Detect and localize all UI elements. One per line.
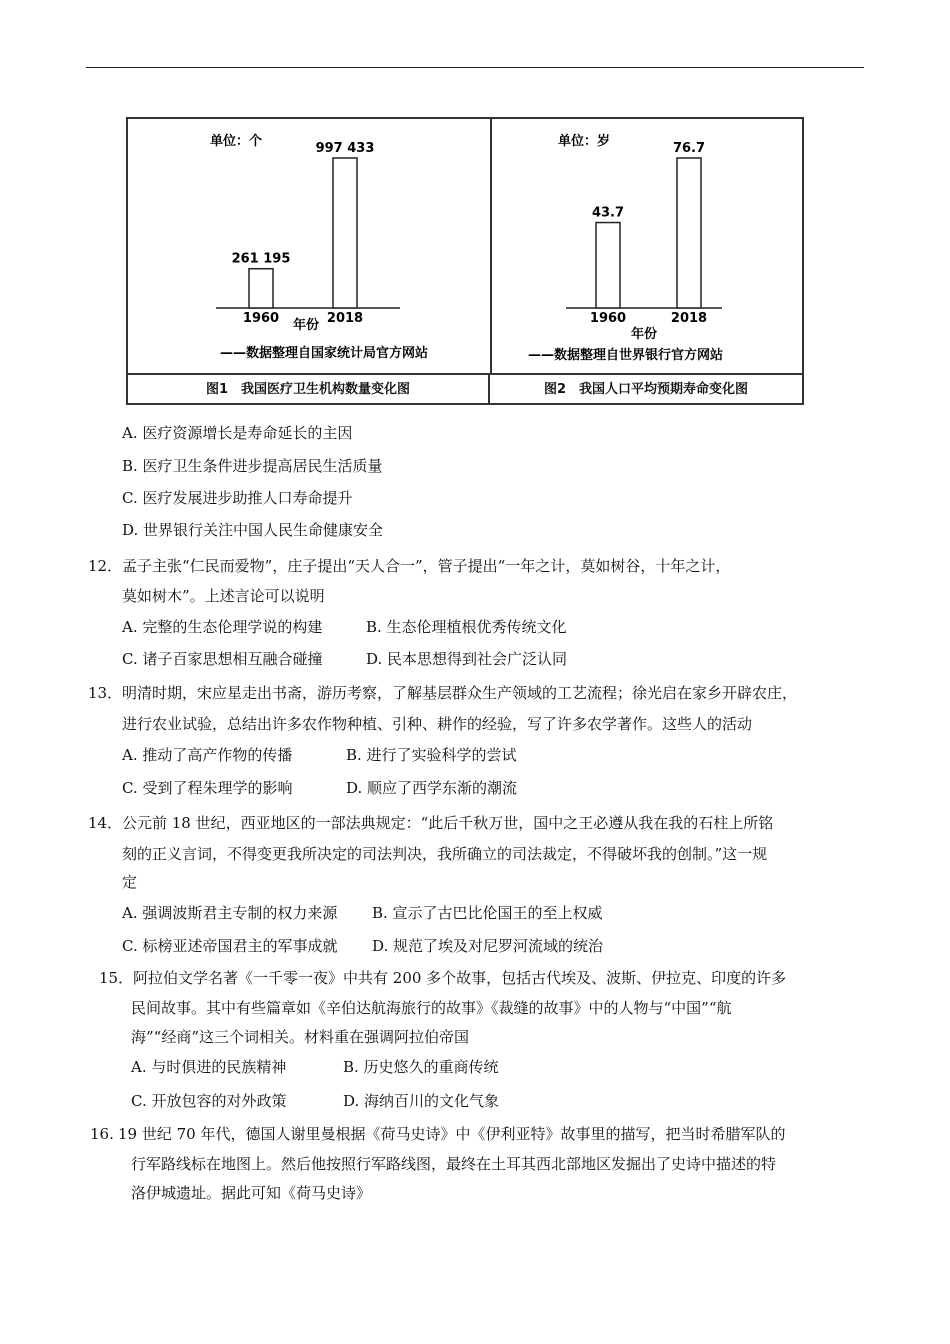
q13-option-a[interactable]: A. 推动了高产作物的传播 xyxy=(122,746,293,764)
q16-stem-line-3: 洛伊城遗址。据此可知《荷马史诗》 xyxy=(131,1184,372,1202)
q14-option-d[interactable]: D. 规范了埃及对尼罗河流域的统治 xyxy=(372,937,604,955)
q15-option-c[interactable]: C. 开放包容的对外政策 xyxy=(131,1092,287,1110)
q12-option-d[interactable]: D. 民本思想得到社会广泛认同 xyxy=(366,650,568,668)
q15-option-b[interactable]: B. 历史悠久的重商传统 xyxy=(343,1058,499,1076)
q12-number: 12． xyxy=(88,557,123,575)
q12-option-c[interactable]: C. 诸子百家思想相互融合碰撞 xyxy=(122,650,323,668)
fig1-source: ——数据整理自国家统计局官方网站 xyxy=(220,346,429,361)
figure-2-svg xyxy=(490,119,800,373)
q15-stem-line-3: 海”“经商”这三个词相关。材料重在强调阿拉伯帝国 xyxy=(131,1028,470,1046)
q14-option-b[interactable]: B. 宣示了古巴比伦国王的至上权威 xyxy=(372,904,603,922)
q13-stem-line-2: 进行农业试验，总结出许多农作物种植、引种、耕作的经验，写了许多农学著作。这些人的活动 xyxy=(122,715,753,733)
fig2-value-label-1960: 43.7 xyxy=(591,205,625,221)
fig2-unit: 单位：岁 xyxy=(558,134,611,149)
fig1-bar-1960 xyxy=(249,269,273,308)
q14-stem-line-2: 刻的正义言词，不得变更我所决定的司法判决，我所确立的司法裁定，不得破坏我的创制。”这一规 xyxy=(122,845,768,863)
fig2-category-label-2018: 2018 xyxy=(670,311,708,326)
q16-stem-line-1: 19 世纪 70 年代，德国人谢里曼根据《荷马史诗》中《伊利亚特》故事里的描写，把当时希腊军队的 xyxy=(118,1125,786,1143)
fig2-value-label-2018: 76.7 xyxy=(672,141,706,156)
q15-stem-line-1: 阿拉伯文学名著《一千零一夜》中共有 200 多个故事，包括古代埃及、波斯、伊拉克、印度的许多 xyxy=(133,969,787,987)
fig1-unit: 单位：个 xyxy=(210,134,263,149)
fig1-value-label-2018: 997 433 xyxy=(315,141,375,156)
figure-2-chart xyxy=(490,119,802,373)
figure-block xyxy=(126,117,804,405)
q15-number: 15． xyxy=(99,969,134,987)
fig2-source: ——数据整理自世界银行官方网站 xyxy=(528,348,724,363)
fig2-bar-2018 xyxy=(677,158,701,308)
q13-option-d[interactable]: D. 顺应了西学东渐的潮流 xyxy=(346,779,518,797)
q11-option-b[interactable]: B. 医疗卫生条件进步提高居民生活质量 xyxy=(122,457,383,475)
q15-option-d[interactable]: D. 海纳百川的文化气象 xyxy=(343,1092,500,1110)
header-rule xyxy=(86,67,864,68)
q16-number: 16. xyxy=(90,1125,114,1143)
q14-stem-line-3: 定 xyxy=(122,873,138,891)
q11-option-c[interactable]: C. 医疗发展进步助推人口寿命提升 xyxy=(122,489,353,507)
fig1-xlabel: 年份 xyxy=(292,318,320,333)
q13-stem-line-1: 明清时期，宋应星走出书斋，游历考察，了解基层群众生产领域的工艺流程；徐光启在家乡开辟农庄， xyxy=(122,684,798,702)
q11-option-a[interactable]: A. 医疗资源增长是寿命延长的主因 xyxy=(122,424,353,442)
fig1-bar-2018 xyxy=(333,158,357,308)
q12-stem-line-1: 孟子主张“仁民而爱物”，庄子提出“天人合一”，管子提出“一年之计，莫如树谷，十年之计， xyxy=(122,557,731,575)
figure-2-caption: 图2 我国人口平均预期寿命变化图 xyxy=(543,382,749,397)
fig2-category-label-1960: 1960 xyxy=(589,311,627,326)
figure-1-chart xyxy=(128,119,492,373)
q15-stem-line-2: 民间故事。其中有些篇章如《辛伯达航海旅行的故事》《裁缝的故事》中的人物与“中国”“航 xyxy=(131,999,732,1017)
q14-number: 14． xyxy=(88,814,123,832)
fig1-category-label-2018: 2018 xyxy=(326,311,364,326)
figure-1-caption: 图1 我国医疗卫生机构数量变化图 xyxy=(128,375,490,405)
q13-number: 13． xyxy=(88,684,123,702)
fig2-bar-1960 xyxy=(596,223,620,308)
fig1-category-label-1960: 1960 xyxy=(242,311,280,326)
q16-stem-line-2: 行军路线标在地图上。然后他按照行军路线图，最终在土耳其西北部地区发掘出了史诗中描述的特 xyxy=(131,1155,777,1173)
q12-stem-line-2: 莫如树木”。上述言论可以说明 xyxy=(122,587,325,605)
q11-option-d[interactable]: D. 世界银行关注中国人民生命健康安全 xyxy=(122,521,384,539)
q15-option-a[interactable]: A. 与时俱进的民族精神 xyxy=(131,1058,287,1076)
q14-stem-line-1: 公元前 18 世纪，西亚地区的一部法典规定：“此后千秋万世，国中之王必遵从我在我的石柱上所铭 xyxy=(122,814,774,832)
q14-option-a[interactable]: A. 强调波斯君主专制的权力来源 xyxy=(122,904,338,922)
q12-option-a[interactable]: A. 完整的生态伦理学说的构建 xyxy=(122,618,323,636)
q12-option-b[interactable]: B. 生态伦理植根优秀传统文化 xyxy=(366,618,567,636)
q13-option-b[interactable]: B. 进行了实验科学的尝试 xyxy=(346,746,517,764)
q14-option-c[interactable]: C. 标榜亚述帝国君主的军事成就 xyxy=(122,937,338,955)
fig2-xlabel: 年份 xyxy=(630,327,658,342)
figure-1-svg xyxy=(128,119,488,373)
figure-caption-row xyxy=(128,373,802,405)
q13-option-c[interactable]: C. 受到了程朱理学的影响 xyxy=(122,779,293,797)
fig1-value-label-1960: 261 195 xyxy=(231,251,291,267)
